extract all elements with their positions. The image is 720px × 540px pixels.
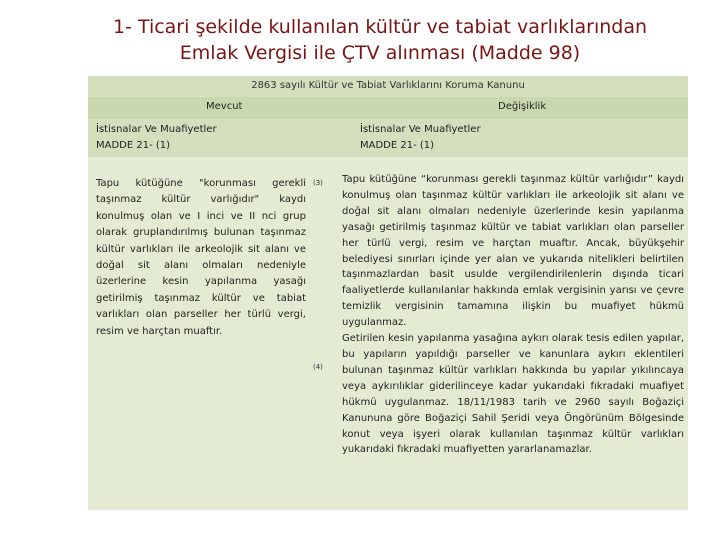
paragraph-4-text: Getirilen kesin yapılanma yasağına aykırı olarak tesis edilen yapılar, bu yapıların yapıldığı parseller ve kanunlara aykırı eklentileri bulunan taşınmaz kültür varlıkları hakkında bu yapılar yıkılıncaya veya aykırılıklar giderilinceye kadar yukarıdaki fıkradaki muafiyet hükmü uygulanmaz. 18/11/1983 tarih ve 2960 sayılı Boğaziçi Kanununa göre Boğaziçi Sahil Şeridi veya Öngörünüm Bölgesinde konut veya işyeri olarak kullanılan taşınmaz kültür varlıkları yukarıdaki fıkradaki muafiyetten yararlanamazlar. bbox=[342, 333, 684, 456]
change-exemptions-heading: İstisnalar Ve Muafiyetler bbox=[360, 124, 481, 135]
column-header-band bbox=[88, 97, 688, 119]
paragraph-3-number: (3) bbox=[313, 179, 323, 187]
change-article-header bbox=[360, 122, 481, 154]
slide-title-line-1: 1- Ticari şekilde kullanılan kültür ve tabiat varlıklarından bbox=[112, 16, 648, 38]
law-header: 2863 sayılı Kültür ve Tabiat Varlıklarını Koruma Kanunu bbox=[251, 80, 525, 91]
slide-title-line-2: Emlak Vergisi ile ÇTV alınması (Madde 98) bbox=[179, 42, 581, 64]
change-article-number: MADDE 21- (1) bbox=[360, 140, 435, 151]
column-header-current: Mevcut bbox=[206, 101, 243, 112]
column-header-change: Değişiklik bbox=[498, 101, 547, 112]
current-text: Tapu kütüğüne "korunması gerekli taşınmaz kültür varlığıdır" kaydı konulmuş olan ve I inci ve II nci grup olarak gruplandırılmış bulunan taşınmaz kültür varlıkları ile arkeolojik sit alanı ve doğal sit alanı olmaları nedeniyle üzerlerine kesin yapılanma yasağı getirilmiş taşınmaz kültür ve tabiat varlıkları olan parseller her türlü vergi, resim ve harçtan muaftır. bbox=[96, 178, 306, 337]
change-text bbox=[342, 172, 684, 458]
comparison-table bbox=[88, 76, 688, 510]
slide-title bbox=[60, 14, 700, 66]
current-article-header bbox=[96, 122, 217, 154]
paragraph-4-number: (4) bbox=[313, 363, 323, 371]
current-article-number: MADDE 21- (1) bbox=[96, 140, 171, 151]
paragraph-3-text: Tapu kütüğüne “korunması gerekli taşınmaz kültür varlığıdır” kaydı konulmuş olan taşınmaz kültür varlıkları ile arkeolojik sit alanı ve doğal sit alanı olmaları nedeniyle üzerlerinde kesin yapılanma yasağı getirilmiş taşınmaz kültür ve tabiat varlıkları olan parseller her türlü vergi, resim ve harçtan muaftır. Ancak, büyükşehir belediyesi sınırları içinde yer alan ve yukarıda nitelikleri belirtilen taşınmazlardan basit usulde vergilendirilenlerin dışında ticari faaliyetlerde kullanılanlar hakkında emlak vergisinin yarısı ve çevre temizlik vergisinin tamamına ilişkin bu muafiyet hükmü uygulanmaz. bbox=[342, 174, 684, 329]
current-exemptions-heading: İstisnalar Ve Muafiyetler bbox=[96, 124, 217, 135]
